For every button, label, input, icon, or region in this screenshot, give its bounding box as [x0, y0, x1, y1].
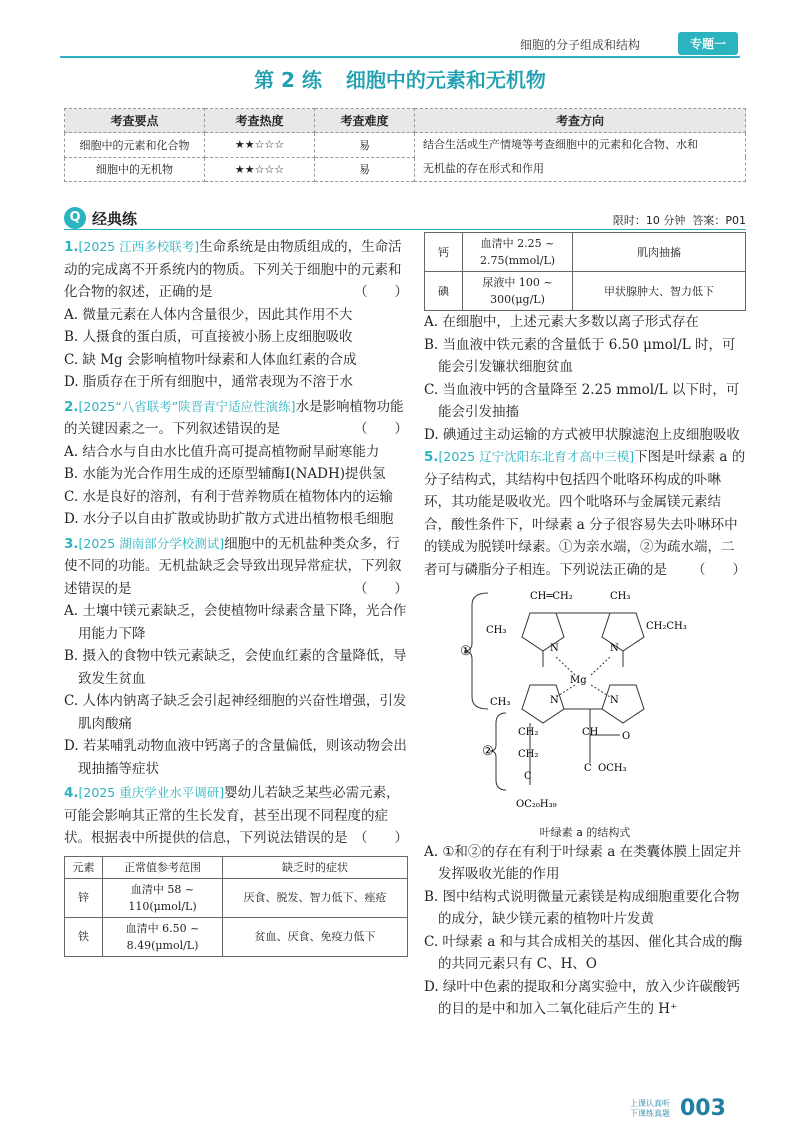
question-stem [64, 533, 408, 601]
question-number: 4. [64, 785, 79, 801]
question-4 [64, 782, 408, 957]
time-limit: 限时：10 分钟 [612, 214, 686, 227]
element-table-row [65, 917, 408, 956]
pyrrole-ring-2 [602, 613, 644, 651]
answer-paren: （ ） [354, 830, 408, 846]
oxygen-atom: O [622, 731, 631, 742]
question-stem [424, 446, 746, 581]
right-column [424, 236, 746, 1023]
option-a: A. ①和②的存在有利于叶绿素 a 在类囊体膜上固定并发挥吸收光能的作用 [424, 843, 742, 882]
range-cell: 血清中 58 ~ 110(μmol/L) [103, 878, 223, 917]
chlorophyll-figure [424, 585, 746, 841]
element-table [64, 856, 408, 957]
overview-header: 考查方向 [415, 109, 746, 133]
figure-caption: 叶绿素 a 的结构式 [539, 825, 631, 839]
methoxy-group: OCH₃ [598, 763, 627, 774]
option-b: B. 摄入的食物中铁元素缺乏，会使血红素的含量降低，导致发生贫血 [64, 648, 407, 687]
question-3 [64, 533, 408, 781]
question-text: 下图是叶绿素 a 的分子结构式，其结构中包括四个吡咯环构成的卟啉环，其功能是吸收光。四个吡咯环与金属镁元素结合，酸性条件下，叶绿素 a 分子很容易失去卟啉环中的镁成为脱镁叶绿素。①为亲水端，②为疏水端，二者可与磷脂分子相连。下列说法正确的是 [424, 449, 746, 578]
exercise-number: 第 2 练 [254, 68, 322, 92]
overview-heat: ★★☆☆☆ [205, 157, 315, 182]
overview-header: 考查难度 [315, 109, 415, 133]
answer-paren: （ ） [354, 580, 408, 597]
overview-header-row [65, 109, 746, 133]
symptom-cell: 肌肉抽搐 [573, 233, 746, 272]
option-a: A. 微量元素在人体内含量很少，因此其作用不大 [64, 306, 353, 323]
section-title: 经典练 [92, 210, 138, 228]
option-a: A. 在细胞中，上述元素大多数以离子形式存在 [424, 314, 699, 330]
overview-header: 考查要点 [65, 109, 205, 133]
option-d: D. 碘通过主动运输的方式被甲状腺滤泡上皮细胞吸收 [424, 426, 740, 443]
ch2-group: CH₂ [518, 749, 539, 760]
question-number: 1. [64, 239, 79, 255]
overview-heat: ★★☆☆☆ [205, 133, 315, 158]
element-table-continued [424, 232, 746, 311]
page-footer [630, 1096, 750, 1122]
phytyl-group: OC₂₀H₃₉ [516, 799, 557, 810]
overview-point: 细胞中的元素和化合物 [65, 133, 205, 158]
footer-slogan-line: 上课认真听 [630, 1099, 670, 1108]
answer-paren: （ ） [692, 561, 746, 578]
carbonyl-carbon: C [584, 763, 592, 774]
question-stem [64, 782, 408, 850]
range-cell: 血清中 2.25 ~ 2.75(mmol/L) [463, 233, 573, 272]
mg-label: Mg [570, 675, 587, 686]
pyrrole-ring-4 [602, 685, 644, 723]
symptom-cell: 贫血、厌食、免疫力低下 [223, 917, 408, 956]
nitrogen-atom: N [550, 695, 559, 706]
option-c: C. 叶绿素 a 和与其合成相关的基因、催化其合成的酶的共同元素只有 C、H、O [424, 933, 743, 972]
element-table-row [425, 233, 746, 272]
option-b: B. 人摄食的蛋白质，可直接被小肠上皮细胞吸收 [64, 329, 353, 345]
symptom-cell: 甲状腺肿大、智力低下 [573, 272, 746, 311]
label-hydrophobic: ② [482, 744, 494, 759]
element-table-head: 元素 [65, 856, 103, 878]
option-d: D. 水分子以自由扩散或协助扩散方式进出植物根毛细胞 [64, 511, 394, 527]
overview-point: 细胞中的无机物 [65, 157, 205, 182]
option-d: D. 绿叶中色素的提取和分离实验中，放入少许碳酸钙的目的是中和加入二氧化硅后产生的 H⁺ [424, 978, 740, 1017]
option-a: A. 土壤中镁元素缺乏，会使植物叶绿素含量下降，光合作用能力下降 [64, 603, 407, 642]
question-text: 细胞中的无机盐种类众多，行使不同的功能。无机盐缺乏会导致出现异常症状，下列叙述错误的是 [64, 535, 402, 597]
question-1 [64, 236, 408, 394]
option-c: C. 人体内钠离子缺乏会引起神经细胞的兴奋性增强，引发肌肉酸痛 [64, 693, 407, 732]
page-number: 003 [680, 1096, 726, 1121]
question-source: [2025 湖南部分学校测试] [78, 535, 225, 551]
footer-slogan [630, 1099, 670, 1119]
methyl-group: CH₃ [610, 591, 631, 602]
answer-ref: 答案：P01 [692, 214, 746, 227]
element-table-head: 正常值参考范围 [103, 856, 223, 878]
option-c: C. 缺 Mg 会影响植物叶绿素和人体血红素的合成 [64, 351, 357, 368]
page-title [0, 64, 800, 93]
ch2-group: CH₂ [518, 727, 539, 738]
carbonyl-carbon: C [524, 771, 532, 782]
left-column [64, 236, 408, 959]
answer-paren: （ ） [354, 421, 408, 437]
option-d: D. 脂质存在于所有细胞中，通常表现为不溶于水 [64, 374, 353, 390]
question-text: 生命系统是由物质组成的，生命活动的完成离不开系统内的物质。下列关于细胞中的元素和化合物的叙述，正确的是 [64, 239, 402, 300]
overview-direction-line: 结合生活或生产情境等考查细胞中的元素和化合物、水和 [423, 138, 698, 151]
section-icon: Q [64, 207, 86, 229]
option-a: A. 结合水与自由水比值升高可提高植物耐旱耐寒能力 [64, 443, 380, 460]
footer-slogan-line: 下课练真题 [630, 1109, 670, 1118]
range-cell: 血清中 6.50 ~ 8.49(μmol/L) [103, 917, 223, 956]
question-source: [2025“八省联考”陕晋青宁适应性演练] [78, 398, 296, 414]
label-hydrophilic: ① [460, 644, 472, 659]
option-c: C. 当血液中钙的含量降至 2.25 mmol/L 以下时，可能会引发抽搐 [424, 381, 740, 420]
section-header [64, 206, 746, 230]
answer-paren: （ ） [354, 284, 408, 300]
option-b: B. 图中结构式说明微量元素镁是构成细胞重要化合物的成分，缺少镁元素的植物叶片发黄 [424, 888, 740, 927]
question-text: 婴幼儿若缺乏某些必需元素，可能会影响其正常的生长发育，甚至出现不同程度的症状。根据表中所提供的信息，下列说法错误的是 [64, 785, 400, 846]
element-table-head: 缺乏时的症状 [223, 856, 408, 878]
option-b: B. 当血液中铁元素的含量低于 6.50 μmol/L 时，可能会引发镰状细胞贫血 [424, 336, 736, 375]
question-source: [2025 江西多校联考] [78, 239, 200, 254]
option-c: C. 水是良好的溶剂，有利于营养物质在植物体内的运输 [64, 488, 393, 505]
element-cell: 碘 [425, 272, 463, 311]
symptom-cell: 厌食、脱发、智力低下、痤疮 [223, 878, 408, 917]
option-b: B. 水能为光合作用生成的还原型辅酶Ⅰ(NADH)提供氢 [64, 466, 386, 482]
question-2 [64, 396, 408, 531]
range-cell: 尿液中 100 ~ 300(μg/L) [463, 272, 573, 311]
running-header [520, 30, 790, 56]
header-rule [60, 56, 740, 58]
nitrogen-atom: N [610, 695, 619, 706]
overview-level: 易 [315, 133, 415, 158]
question-number: 5. [424, 449, 439, 465]
methyl-group: CH₃ [490, 697, 511, 708]
overview-row [65, 133, 746, 158]
ch-group: CH [582, 727, 599, 738]
methyl-group: CH₃ [486, 625, 507, 636]
section-meta [613, 212, 746, 228]
question-number: 2. [64, 398, 79, 415]
question-text: 水是影响植物功能的关键因素之一。下列叙述错误的是 [64, 398, 404, 437]
overview-direction-line: 无机盐的存在形式和作用 [423, 162, 544, 175]
element-cell: 钙 [425, 233, 463, 272]
exercise-title: 细胞中的元素和无机物 [345, 68, 546, 92]
overview-direction [415, 133, 746, 182]
overview-header: 考查热度 [205, 109, 315, 133]
ethyl-group: CH₂CH₃ [646, 621, 687, 632]
header-subject: 细胞的分子组成和结构 [520, 38, 641, 52]
chlorophyll-structure [460, 585, 710, 817]
header-badge: 专题一 [678, 32, 738, 55]
element-cell: 铁 [65, 917, 103, 956]
nitrogen-atom: N [610, 643, 619, 654]
element-table-row [425, 272, 746, 311]
element-cell: 锌 [65, 878, 103, 917]
question-source: [2025 重庆学业水平调研] [78, 785, 225, 800]
element-table-row [65, 878, 408, 917]
question-stem [64, 236, 408, 304]
overview-table [64, 108, 746, 182]
question-stem [64, 396, 408, 441]
vinyl-group: CH═CH₂ [530, 591, 573, 602]
question-5 [424, 446, 746, 1021]
option-d: D. 若某哺乳动物血液中钙离子的含量偏低，则该动物会出现抽搐等症状 [64, 738, 407, 777]
overview-level: 易 [315, 157, 415, 182]
question-source: [2025 辽宁沈阳东北育才高中三模] [438, 449, 635, 464]
nitrogen-atom: N [550, 643, 559, 654]
element-table-header [65, 856, 408, 878]
question-number: 3. [64, 535, 79, 552]
